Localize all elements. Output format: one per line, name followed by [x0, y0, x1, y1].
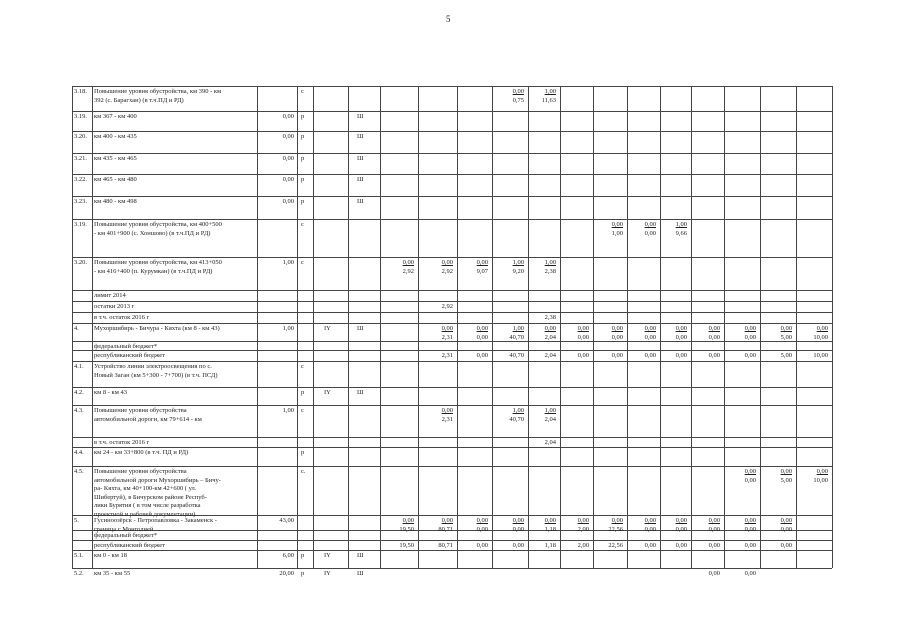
row-number: 4.3. — [74, 407, 84, 414]
value-cell: 2,92 — [402, 267, 414, 275]
category-1: IY — [324, 325, 331, 332]
work-type: р — [301, 552, 305, 559]
work-type: р — [301, 133, 305, 140]
table-row — [72, 290, 832, 301]
value-cell: 9,07 — [476, 267, 488, 275]
category-2: Ш — [357, 198, 364, 205]
work-type: р — [301, 449, 305, 456]
length-value: 1,00 — [282, 259, 294, 266]
row-number: 4. — [74, 325, 79, 332]
row-name: федеральный бюджет* — [94, 532, 158, 539]
row-name: в т.ч. остаток 2016 г — [94, 314, 150, 321]
value-cell: 2,92 — [441, 267, 453, 275]
row-name: Шибертуй), в Бичурском районе Респуб- — [94, 493, 207, 501]
value-cell: 0,00 — [644, 352, 656, 359]
row-name: Повышение уровня обустройства, км 413+050 — [94, 259, 222, 266]
column-divider — [832, 86, 833, 568]
value-cell: 0,00 — [441, 517, 453, 524]
value-cell: 0,00 — [512, 542, 524, 549]
category-2: Ш — [357, 155, 364, 162]
table-row — [72, 550, 832, 568]
row-name: ра- Кяхта, км 40+100-км 42+600 ( ул. — [94, 485, 197, 493]
length-value: 0,00 — [282, 155, 294, 162]
value-cell: 1,00 — [512, 325, 524, 332]
row-number: 3.20. — [74, 259, 87, 266]
work-type: р — [301, 155, 305, 162]
table-row — [72, 437, 832, 447]
value-cell: 0,00 — [816, 468, 828, 475]
value-cell: 0,00 — [780, 542, 792, 549]
value-cell: 2,31 — [441, 333, 453, 341]
value-cell: 0,00 — [577, 352, 589, 359]
value-cell: 0,00 — [577, 517, 589, 524]
value-cell: 0,00 — [780, 325, 792, 332]
value-cell: 80,71 — [438, 525, 453, 533]
row-name: республиканский бюджет — [94, 542, 166, 549]
row-name: км 465 - км 480 — [94, 176, 137, 183]
row-number: 3.22. — [74, 176, 87, 183]
value-cell: 2,38 — [544, 267, 556, 275]
work-type: р — [301, 389, 305, 396]
value-cell: 40,70 — [509, 352, 524, 359]
value-cell: 0,00 — [675, 517, 687, 524]
value-cell: 11,63 — [541, 96, 556, 104]
work-type: с — [301, 363, 304, 370]
value-cell: 0,00 — [611, 517, 623, 524]
value-cell: 0,00 — [441, 259, 453, 266]
value-cell: 0,00 — [780, 468, 792, 475]
row-name: 392 (с. Барагхан) (в т.ч.ПД и РД) — [94, 96, 184, 104]
value-cell: 80,71 — [438, 542, 453, 549]
category-2: Ш — [357, 570, 364, 577]
value-cell: 10,00 — [813, 333, 828, 341]
value-cell: 0,00 — [402, 517, 414, 524]
row-name: проектной и рабочей документации) — [94, 511, 196, 518]
value-cell: 0,00 — [744, 476, 756, 484]
row-name: км 480 - км 498 — [94, 198, 137, 205]
row-name: км 400 - км 435 — [94, 133, 137, 140]
value-cell: 9,66 — [675, 229, 687, 237]
row-name: федеральный бюджет* — [94, 343, 158, 350]
work-type: р — [301, 198, 305, 205]
row-divider — [72, 568, 832, 569]
value-cell: 0,00 — [708, 325, 720, 332]
table-row — [72, 153, 832, 174]
length-value: 6,00 — [282, 552, 294, 559]
value-cell: 2,31 — [441, 352, 453, 359]
category-2: Ш — [357, 389, 364, 396]
value-cell: 19,50 — [399, 542, 414, 549]
value-cell: 2,31 — [441, 415, 453, 423]
value-cell: 0,00 — [441, 407, 453, 414]
value-cell: 1,00 — [544, 259, 556, 266]
value-cell: 0,00 — [744, 517, 756, 524]
value-cell: 0,00 — [544, 517, 556, 524]
value-cell: 0,00 — [708, 352, 720, 359]
value-cell: 0,00 — [708, 570, 720, 577]
value-cell: 0,00 — [675, 325, 687, 332]
value-cell: 0,00 — [611, 221, 623, 228]
row-name: км 35 - км 55 — [94, 570, 131, 577]
table-row — [72, 131, 832, 153]
value-cell: 0,00 — [708, 525, 720, 533]
row-name: Повышение уровня обустройства, км 400+500 — [94, 221, 222, 228]
row-number: 4.1. — [74, 363, 84, 370]
value-cell: 2,38 — [544, 314, 556, 321]
table-row — [72, 387, 832, 405]
row-name: Новый Заган (км 5+300 - 7+700) (в т.ч. ПСД) — [94, 371, 218, 379]
row-number: 3.23. — [74, 198, 87, 205]
row-name: республиканский бюджет — [94, 352, 166, 359]
value-cell: 0,00 — [644, 525, 656, 533]
table-row — [72, 111, 832, 131]
value-cell: 22,56 — [608, 542, 623, 549]
row-name: лики Бурятия ( в том числе разработка — [94, 502, 201, 510]
value-cell: 0,00 — [708, 333, 720, 341]
row-name: автомобильной дороги, км 79+614 - км — [94, 415, 202, 423]
value-cell: 0,00 — [675, 525, 687, 533]
row-name: Повышение уровня обустройства — [94, 468, 187, 475]
value-cell: 1,00 — [675, 221, 687, 228]
value-cell: 1,00 — [611, 229, 623, 237]
value-cell: 0,00 — [708, 517, 720, 524]
value-cell: 0,00 — [577, 333, 589, 341]
value-cell: 0,00 — [611, 333, 623, 341]
page-number: 5 — [446, 14, 451, 24]
value-cell: 19,50 — [399, 525, 414, 533]
value-cell: 0,00 — [577, 325, 589, 332]
value-cell: 0,00 — [675, 333, 687, 341]
value-cell: 0,00 — [512, 88, 524, 95]
row-name: - км 416+400 (п. Курумкан) (в т.ч.ПД и РД) — [94, 267, 213, 275]
value-cell: 2,04 — [544, 352, 556, 359]
value-cell: 0,00 — [476, 352, 488, 359]
value-cell: 0,00 — [611, 325, 623, 332]
value-cell: 10,00 — [813, 476, 828, 484]
category-1: IY — [324, 552, 331, 559]
row-number: 3.21. — [74, 155, 87, 162]
value-cell: 22,56 — [608, 525, 623, 533]
row-name: остатки 2013 г — [94, 303, 135, 310]
row-name: - км 401+900 (с. Хоншово) (в т.ч.ПД и РД) — [94, 229, 211, 237]
row-name: км 0 - км 18 — [94, 552, 127, 559]
value-cell: 0,00 — [644, 325, 656, 332]
row-number: 3.19. — [74, 113, 87, 120]
row-name: автомобильной дороги Мухоршибирь – Бичу- — [94, 476, 221, 484]
row-name: Повышение уровня обустройства, км 390 - км — [94, 88, 222, 95]
value-cell: 2,00 — [577, 525, 589, 533]
row-number: 4.4. — [74, 449, 84, 456]
row-number: 5. — [74, 517, 79, 524]
table-row — [72, 174, 832, 196]
value-cell: 0,00 — [644, 542, 656, 549]
value-cell: 0,00 — [512, 525, 524, 533]
work-type: р — [301, 176, 305, 183]
table-row — [72, 196, 832, 219]
table-row — [72, 341, 832, 350]
value-cell: 0,00 — [744, 570, 756, 577]
row-number: 4.5. — [74, 468, 84, 475]
row-name: км 8 - км 43 — [94, 389, 127, 396]
row-name: Повышение уровня обустройства — [94, 407, 187, 414]
length-value: 0,00 — [282, 198, 294, 205]
length-value: 0,00 — [282, 133, 294, 140]
value-cell: 0,00 — [708, 542, 720, 549]
value-cell: 5,00 — [780, 352, 792, 359]
work-type: с — [301, 259, 304, 266]
length-value: 20,00 — [279, 570, 294, 577]
value-cell: 0,00 — [744, 352, 756, 359]
row-name: в т.ч. остаток 2016 г — [94, 439, 150, 446]
value-cell: 0,00 — [644, 517, 656, 524]
value-cell: 2,92 — [441, 303, 453, 310]
value-cell: 0,00 — [441, 325, 453, 332]
value-cell: 1,00 — [544, 88, 556, 95]
work-type: с — [301, 88, 304, 95]
row-number: 5.2. — [74, 570, 84, 577]
value-cell: 2,04 — [544, 415, 556, 423]
category-1: IY — [324, 570, 331, 577]
value-cell: 0,00 — [744, 542, 756, 549]
work-type: с — [301, 221, 304, 228]
value-cell: 0,00 — [512, 517, 524, 524]
work-type: с — [301, 407, 304, 414]
value-cell: 2,04 — [544, 333, 556, 341]
value-cell: 0,00 — [476, 333, 488, 341]
value-cell: 1,00 — [512, 259, 524, 266]
row-name: Гусиноозёрск - Петропавловка - Закаменск - — [94, 517, 217, 524]
row-name: км 24 - км 33+800 (в т.ч. ПД и РД) — [94, 449, 189, 456]
value-cell: 5,00 — [780, 476, 792, 484]
value-cell: 1,00 — [512, 407, 524, 414]
value-cell: 0,00 — [644, 333, 656, 341]
value-cell: 0,00 — [402, 259, 414, 266]
value-cell: 10,00 — [813, 352, 828, 359]
category-2: Ш — [357, 552, 364, 559]
row-name: Мухоршибирь - Бичура - Кяхта (км 8 - км 43) — [94, 325, 220, 332]
value-cell: 5,00 — [780, 333, 792, 341]
category-2: Ш — [357, 113, 364, 120]
length-value: 1,00 — [282, 325, 294, 332]
value-cell: 0,00 — [744, 333, 756, 341]
work-type: р — [301, 113, 305, 120]
value-cell: 9,20 — [512, 267, 524, 275]
value-cell: 0,00 — [644, 229, 656, 237]
category-2: Ш — [357, 325, 364, 332]
value-cell: 40,70 — [509, 415, 524, 423]
length-value: 0,00 — [282, 176, 294, 183]
value-cell: 0,75 — [512, 96, 524, 104]
work-type: р — [301, 570, 305, 577]
value-cell: 0,00 — [476, 525, 488, 533]
value-cell: 0,00 — [816, 325, 828, 332]
value-cell: 0,00 — [476, 542, 488, 549]
value-cell: 2,04 — [544, 439, 556, 446]
row-name: км 435 - км 465 — [94, 155, 137, 162]
value-cell: 0,00 — [544, 325, 556, 332]
row-number: 5.1. — [74, 552, 84, 559]
value-cell: 0,00 — [611, 352, 623, 359]
row-name: км 367 - км 400 — [94, 113, 137, 120]
row-number: 3.20. — [74, 133, 87, 140]
table-row — [72, 312, 832, 323]
category-1: IY — [324, 389, 331, 396]
value-cell: 0,00 — [780, 525, 792, 533]
row-name: лимит 2014 — [94, 292, 126, 299]
value-cell: 0,00 — [780, 517, 792, 524]
value-cell: 2,00 — [577, 542, 589, 549]
category-2: Ш — [357, 176, 364, 183]
value-cell: 0,00 — [476, 517, 488, 524]
row-number: 3.19. — [74, 221, 87, 228]
category-2: Ш — [357, 133, 364, 140]
length-value: 43,00 — [279, 517, 294, 524]
table-row — [72, 530, 832, 540]
value-cell: 0,00 — [744, 525, 756, 533]
row-name: граница с Монголией — [94, 525, 154, 533]
value-cell: 0,00 — [744, 325, 756, 332]
length-value: 1,00 — [282, 407, 294, 414]
row-name: Устройство линии электроосвещения по с. — [94, 363, 212, 370]
value-cell: 0,00 — [476, 259, 488, 266]
road-works-table — [72, 86, 832, 577]
value-cell: 0,00 — [744, 468, 756, 475]
value-cell: 40,70 — [509, 333, 524, 341]
value-cell: 1,18 — [544, 525, 556, 533]
value-cell: 0,00 — [675, 542, 687, 549]
row-number: 3.18. — [74, 88, 87, 95]
length-value: 0,00 — [282, 113, 294, 120]
value-cell: 1,18 — [544, 542, 556, 549]
value-cell: 0,00 — [476, 325, 488, 332]
value-cell: 0,00 — [644, 221, 656, 228]
value-cell: 1,00 — [544, 407, 556, 414]
row-number: 4.2. — [74, 389, 84, 396]
work-type: с. — [301, 468, 306, 475]
value-cell: 0,00 — [675, 352, 687, 359]
